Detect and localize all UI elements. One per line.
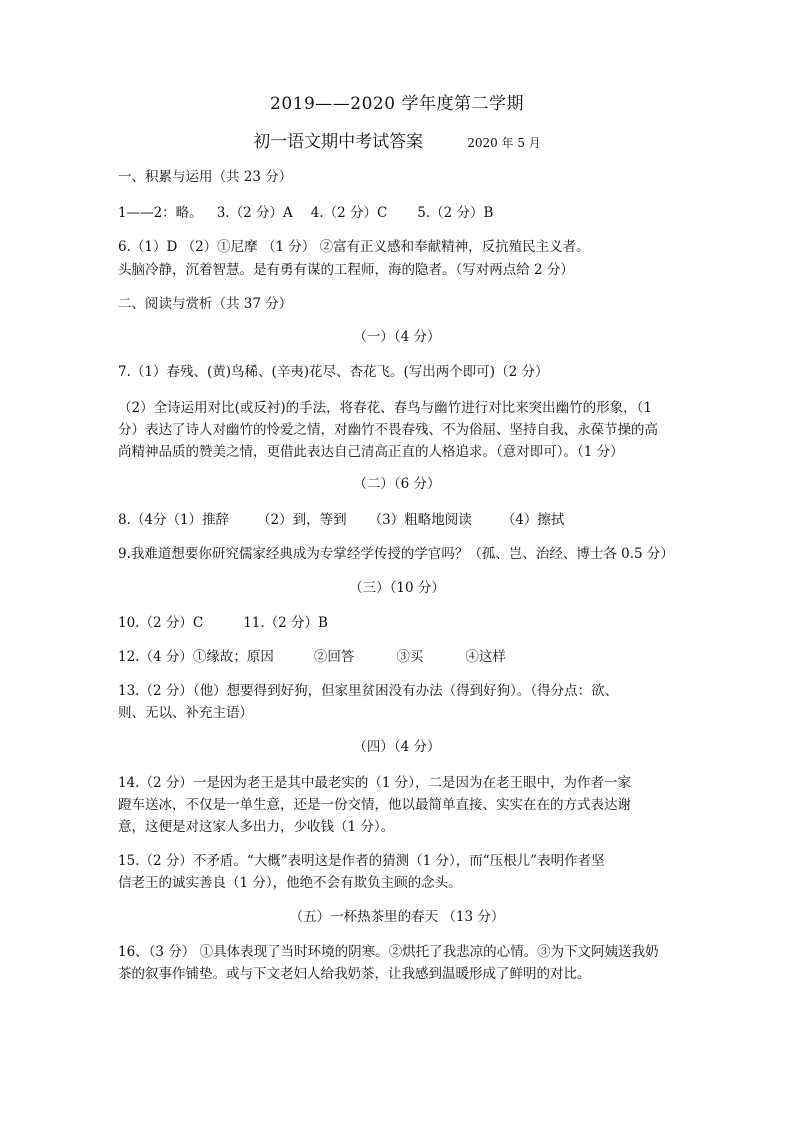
answer-q13-line1: 13.（2 分）（他）想要得到好狗，但家里贫困没有办法（得到好狗）。（得分点：欲、	[118, 683, 619, 699]
answer-q14-line2: 蹬车送冰，不仅是一单生意，还是一份交情，他以最简单直接、实实在在的方式表达谢	[118, 797, 631, 813]
answer-q8-4: （4）擦拭	[501, 512, 565, 528]
answer-q8-3: （3）粗略地阅读	[368, 512, 472, 528]
answer-q12-3: ③买	[396, 649, 424, 665]
part-2-heading: （二）（6 分）	[353, 476, 441, 492]
document-subtitle	[0, 130, 794, 155]
answers-q1-5	[118, 201, 678, 225]
answer-q5: 5.（2 分）B	[417, 205, 494, 221]
answer-q7-2-line3: 尚精神品质的赞美之情，更借此表达自己清高正直的人格追求。（意对即可）。（1 分）	[118, 444, 624, 460]
answer-q6-line1: 6.（1）D （2）①尼摩 （1 分） ②富有正义感和奉献精神，反抗殖民主义者。	[118, 239, 590, 255]
answer-q12-1: 12.（4 分）①缘故；原因	[118, 649, 274, 665]
answer-q13-line2: 则、无以、补充主语）	[118, 705, 253, 721]
answer-q11: 11.（2 分）B	[243, 615, 328, 631]
answer-q3: 3.（2 分）A	[216, 205, 293, 221]
answer-q8-2: （2）到，等到	[257, 512, 347, 528]
answer-q12-2: ②回答	[313, 649, 355, 665]
answer-q4: 4.（2 分）C	[310, 205, 388, 221]
subtitle-text: 初一语文期中考试答案	[253, 132, 424, 152]
section-1-heading: 一、积累与运用（共 23 分）	[118, 169, 293, 185]
answer-q14-line1: 14.（2 分）一是因为老王是其中最老实的（1 分），二是因为在老王眼中，为作者一家	[118, 775, 631, 791]
part-5-heading: （五）一杯热茶里的春天 （13 分）	[289, 909, 505, 925]
part-4-heading: （四）（4 分）	[353, 739, 441, 755]
answer-q12-4: ④这样	[465, 649, 506, 665]
answer-q16-line2: 茶的叙事作铺垫。或与下文老妇人给我奶茶，让我感到温暖形成了鲜明的对比。	[118, 966, 591, 982]
answers-q8	[118, 508, 678, 532]
answer-q16-line1: 16、（3 分） ①具体表现了当时环境的阴寒。②烘托了我悲凉的心情。③为下文阿姨送我奶	[118, 944, 659, 960]
answers-q12	[118, 645, 678, 669]
answer-q6-line2: 头脑冷静，沉着智慧。是有勇有谋的工程师，海的隐者。（写对两点给 2 分）	[118, 262, 574, 278]
answer-q10: 10.（2 分）C	[118, 615, 204, 631]
answer-q15-line2: 信老王的诚实善良（1 分），他绝不会有欺负主顾的念头。	[118, 875, 462, 891]
section-2-heading: 二、阅读与赏析（共 37 分）	[118, 296, 293, 312]
answer-q1-2: 1——2：略。	[118, 205, 203, 221]
answer-q15-line1: 15.（2 分）不矛盾。“大概”表明这是作者的猜测（1 分），而“压根儿”表明作者坚	[118, 853, 605, 869]
answer-q7-2-line2: 分）表达了诗人对幽竹的怜爱之情，对幽竹不畏春残、不为俗屈、坚持自我、永葆节操的高	[118, 422, 658, 438]
document-date: 2020 年 5 月	[467, 136, 541, 150]
document-title: 2019——2020 学年度第二学期	[270, 94, 524, 114]
part-1-heading: （一）（4 分）	[353, 329, 441, 345]
answer-q7-1: 7.（1）春残、(黄)鸟稀、(辛夷)花尽、杏花飞。(写出两个即可)（2 分）	[118, 364, 549, 380]
answer-q8-1: 8.（4分（1）推辞	[118, 512, 230, 528]
answer-q14-line3: 意，这便是对这家人多出力，少收钱（1 分）。	[118, 819, 395, 835]
answer-q9: 9.我难道想要你研究儒家经典成为专掌经学传授的学官吗？（孤、岂、治经、博士各 0.5 分）	[118, 546, 674, 562]
answers-q10-11	[118, 611, 678, 635]
answer-q7-2-line1: （2）全诗运用对比(或反衬)的手法，将春花、春鸟与幽竹进行对比来突出幽竹的形象，（1	[118, 400, 652, 416]
part-3-heading: （三）（10 分）	[349, 580, 445, 596]
